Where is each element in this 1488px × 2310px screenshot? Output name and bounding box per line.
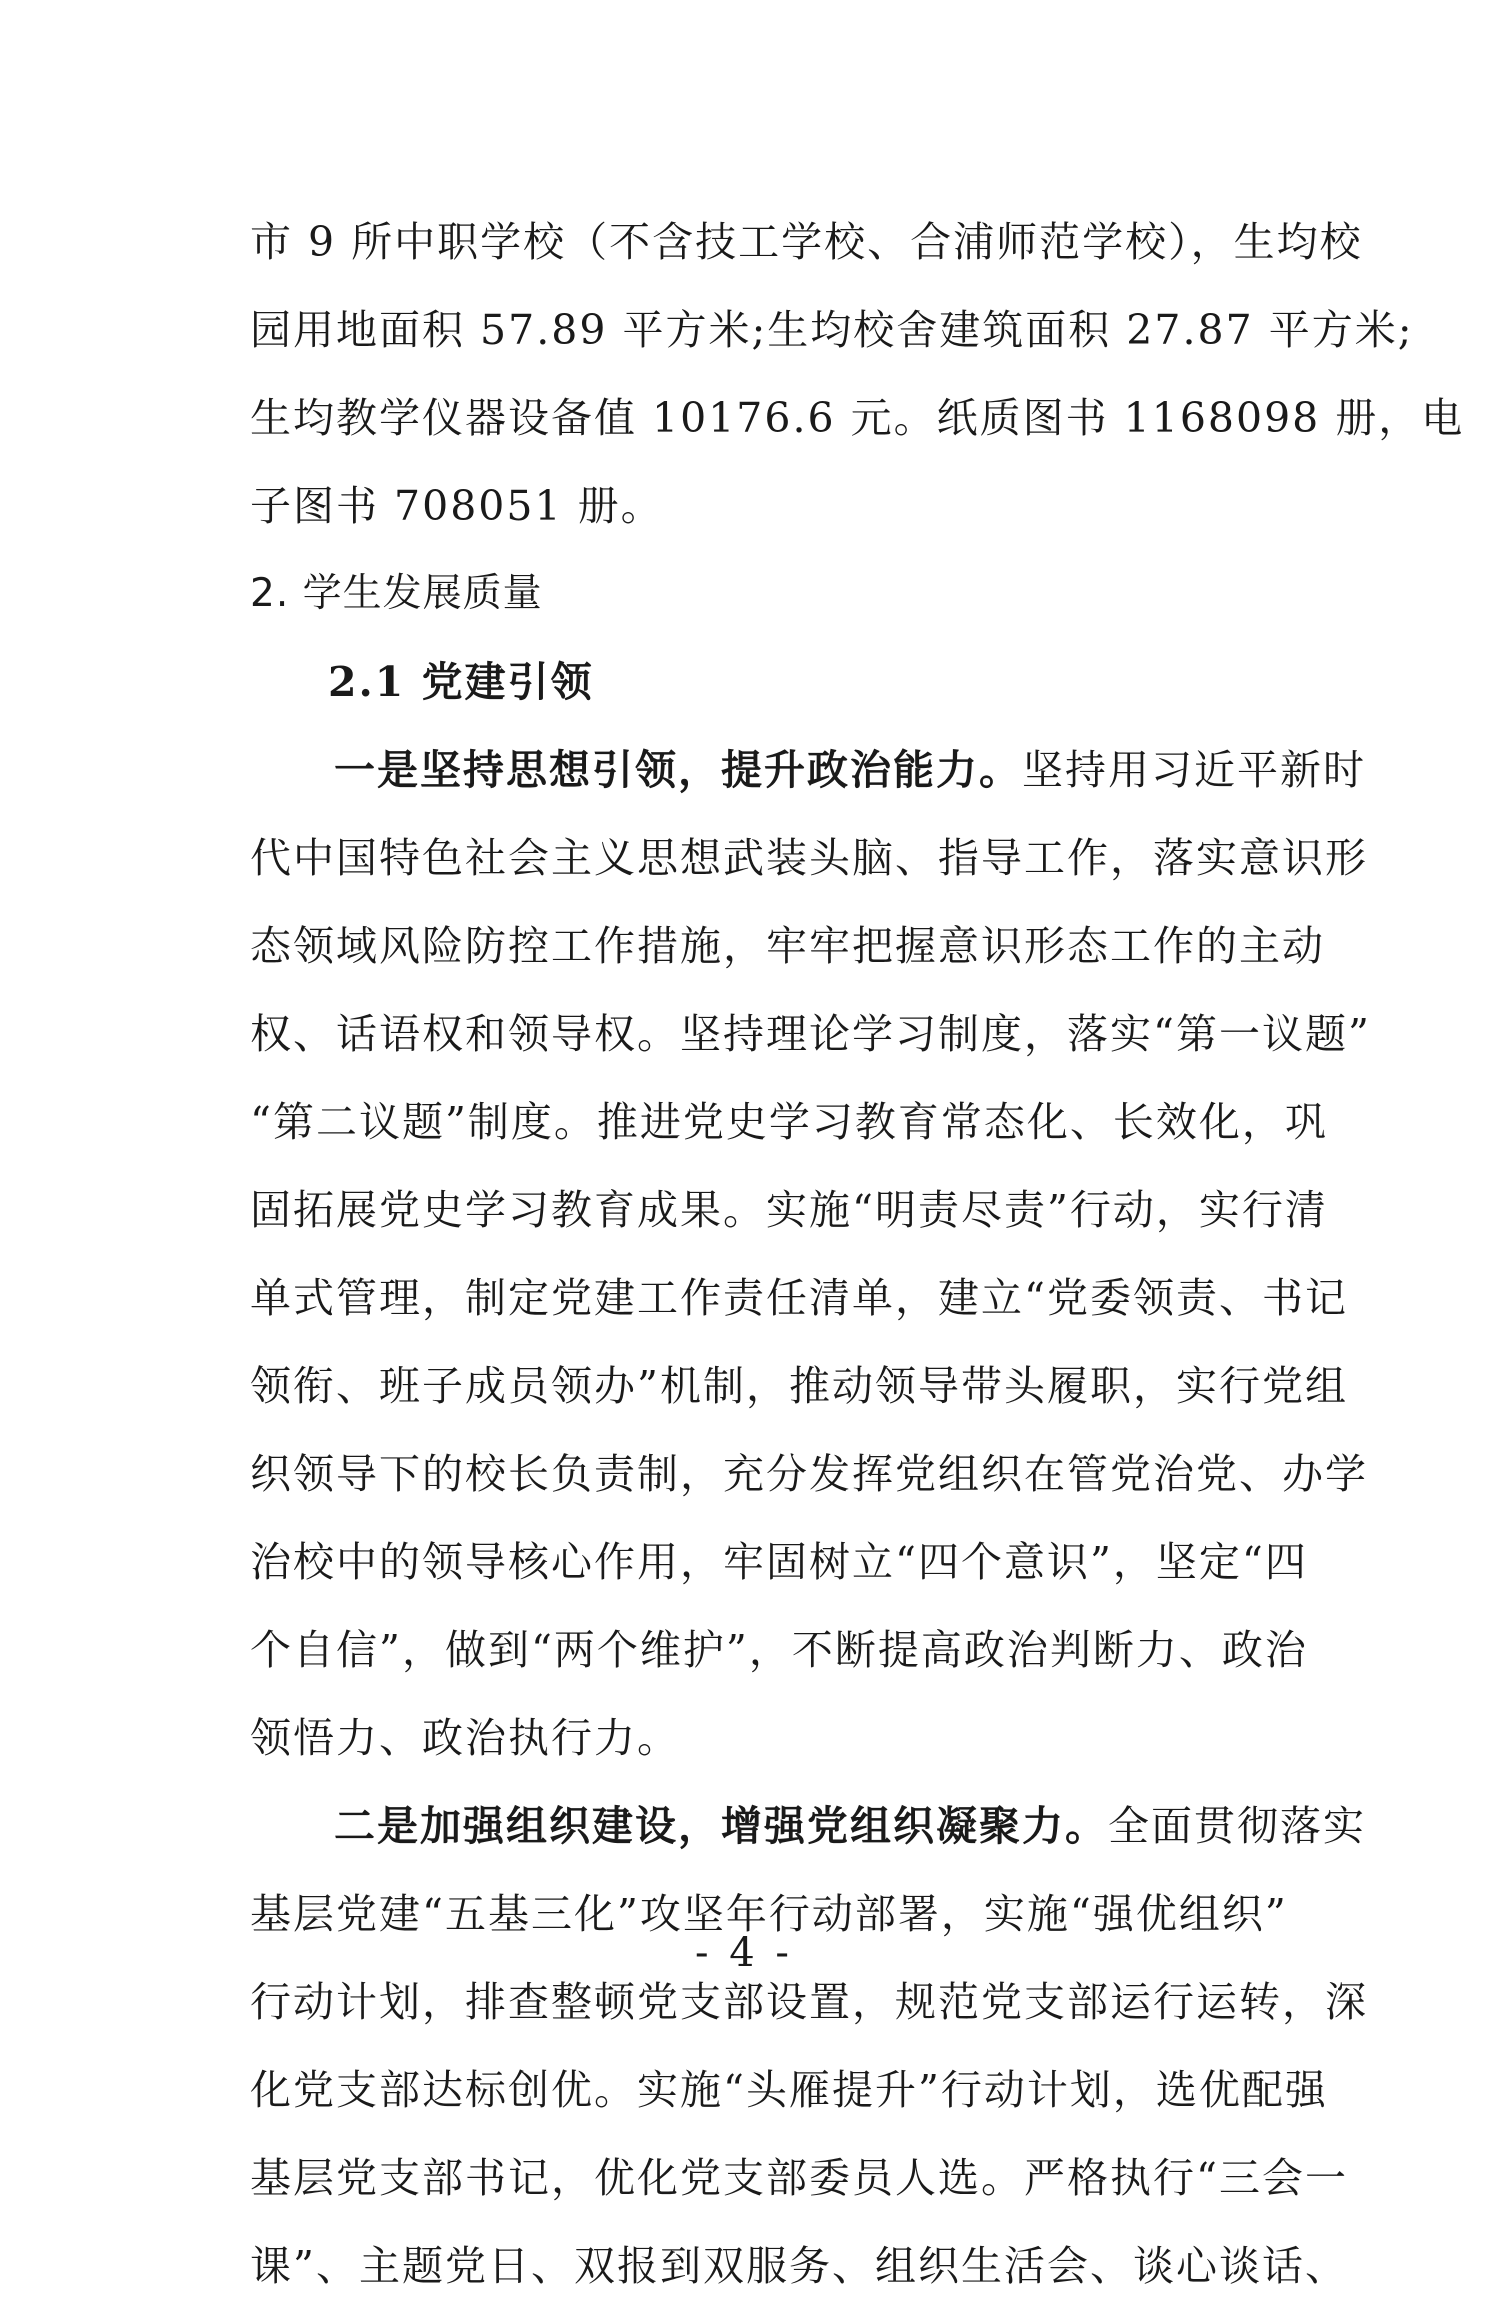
paragraph-two-first-line (250, 1782, 1366, 1870)
paragraph-one-rest: 坚持用习近平新时 (1022, 746, 1366, 794)
paragraph-two-rest: 全面贯彻落实 (1108, 1802, 1366, 1850)
document-body (250, 198, 1465, 2310)
paragraph-two-lead: 二是加强组织建设，增强党组织凝聚力。 (334, 1802, 1108, 1850)
subsection-heading: 2.1 党建引领 (328, 658, 594, 706)
text-line: 化党支部达标创优。实施“头雁提升”行动计划，选优配强 (250, 2066, 1328, 2114)
text-line: 代中国特色社会主义思想武装头脑、指导工作，落实意识形 (250, 834, 1368, 882)
text-line: 市 9 所中职学校（不含技工学校、合浦师范学校），生均校 (250, 218, 1363, 266)
text-line: 态领域风险防控工作措施，牢牢把握意识形态工作的主动 (250, 922, 1325, 970)
page-number: - 4 - (695, 1930, 793, 1976)
paragraph-one-lead: 一是坚持思想引领，提升政治能力。 (334, 746, 1022, 794)
text-line: 行动计划，排查整顿党支部设置，规范党支部运行运转，深 (250, 1978, 1368, 2026)
text-line: 织领导下的校长负责制，充分发挥党组织在管党治党、办学 (250, 1450, 1368, 1498)
text-line: 个自信”，做到“两个维护”，不断提高政治判断力、政治 (250, 1626, 1308, 1674)
text-line: 子图书 708051 册。 (250, 482, 664, 530)
text-line: 课”、主题党日、双报到双服务、组织生活会、谈心谈话、 (250, 2242, 1348, 2290)
text-line: 领衔、班子成员领办”机制，推动领导带头履职，实行党组 (250, 1362, 1348, 1410)
text-line: 园用地面积 57.89 平方米;生均校舍建筑面积 27.87 平方米; (250, 306, 1414, 354)
section-heading: 2. 学生发展质量 (250, 571, 543, 616)
text-line: 领悟力、政治执行力。 (250, 1714, 680, 1762)
text-line: 权、话语权和领导权。坚持理论学习制度，落实“第一议题” (250, 1010, 1371, 1058)
text-line: 基层党建“五基三化”攻坚年行动部署，实施“强优组织” (250, 1890, 1288, 1938)
text-line: 单式管理，制定党建工作责任清单，建立“党委领责、书记 (250, 1274, 1348, 1322)
text-line: 生均教学仪器设备值 10176.6 元。纸质图书 1168098 册，电 (250, 394, 1465, 442)
text-line: 治校中的领导核心作用，牢固树立“四个意识”，坚定“四 (250, 1538, 1308, 1586)
text-line: 基层党支部书记，优化党支部委员人选。严格执行“三会一 (250, 2154, 1348, 2202)
text-line: 固拓展党史学习教育成果。实施“明责尽责”行动，实行清 (250, 1186, 1328, 1234)
text-line: “第二议题”制度。推进党史学习教育常态化、长效化，巩 (250, 1098, 1328, 1146)
paragraph-one-first-line (250, 726, 1366, 814)
